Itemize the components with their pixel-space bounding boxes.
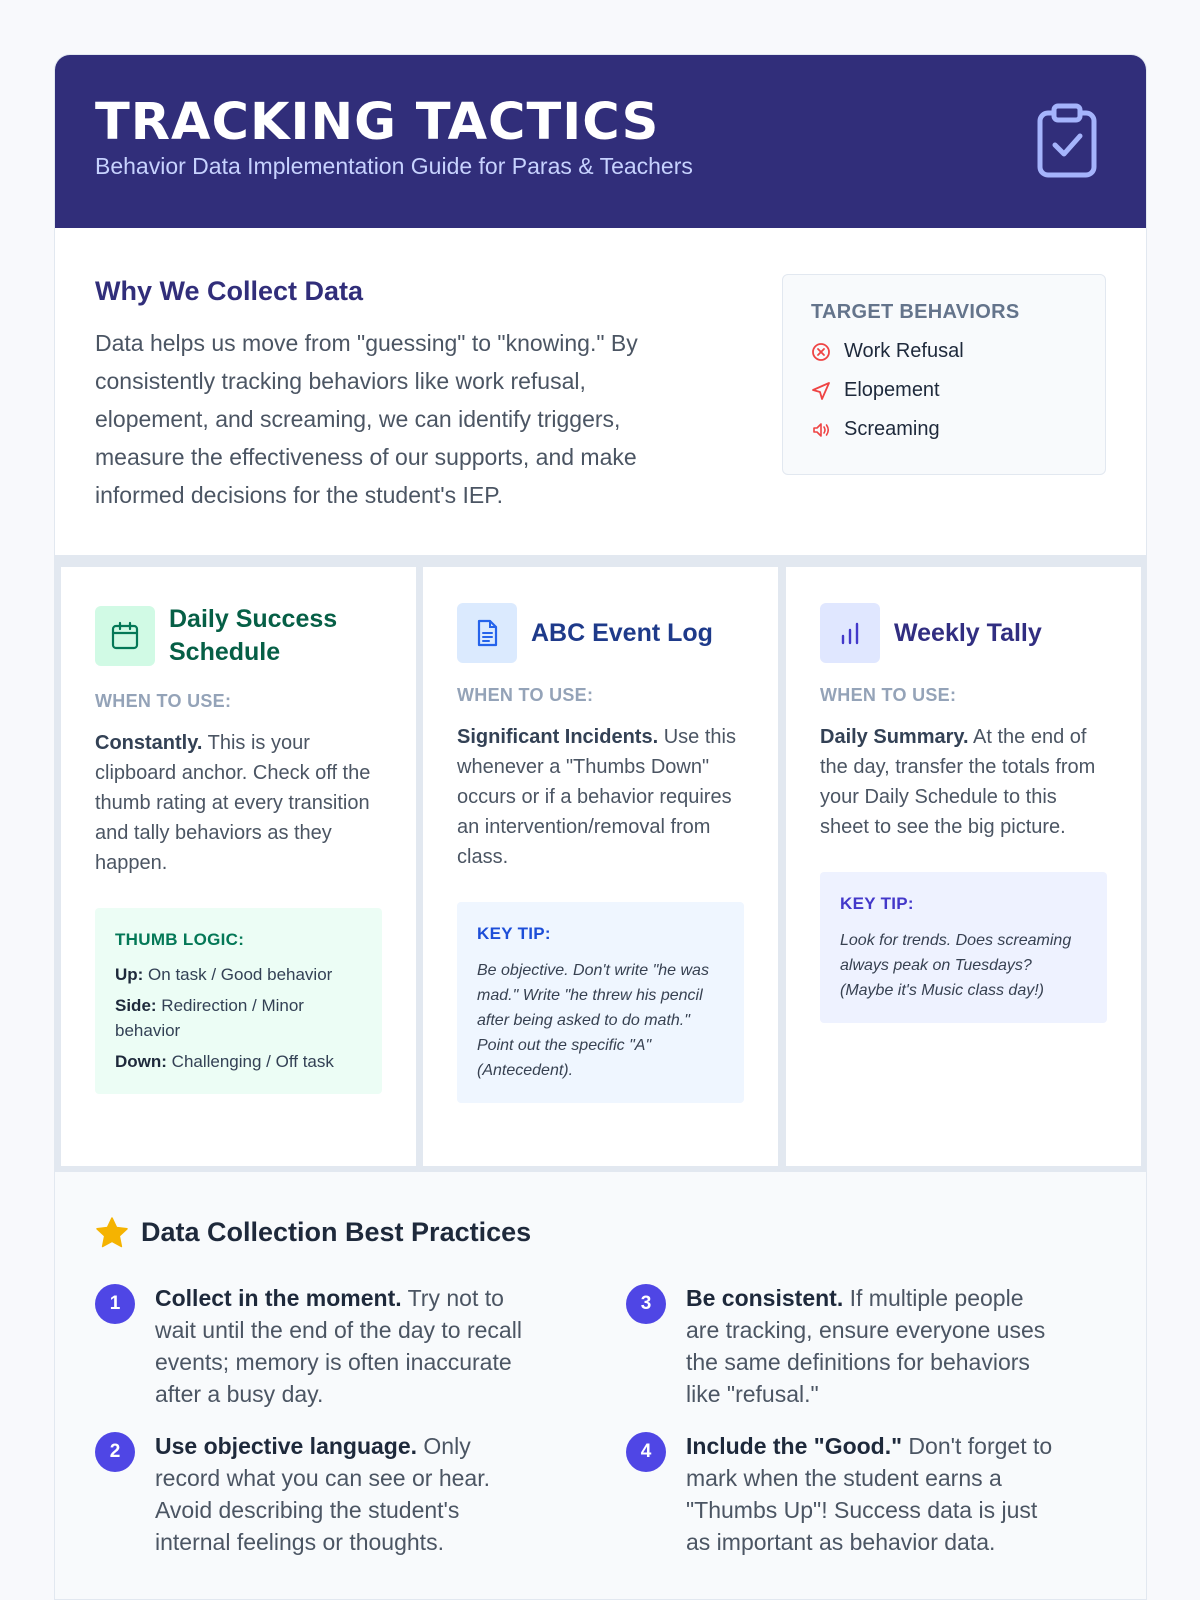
thumb-key: Down:: [115, 1052, 167, 1071]
send-arrow-icon: [811, 381, 831, 401]
clipboard-check-icon: [1036, 103, 1098, 179]
practice-lead: Include the "Good.": [686, 1433, 903, 1459]
thumb-key: Up:: [115, 965, 144, 984]
card-title: ABC Event Log: [531, 618, 713, 647]
practice-body: Try not to wait until the end of the day to recall events; memory is often inaccurate after a busy day.: [155, 1285, 522, 1407]
card-description: [820, 722, 1107, 842]
card-header: [820, 603, 1107, 663]
intro-section: [55, 228, 1146, 561]
practice-number: 3: [626, 1284, 666, 1324]
practice-number: 2: [95, 1432, 135, 1472]
target-behaviors-box: [782, 274, 1106, 475]
card-description: [95, 728, 382, 878]
thumb-logic-box: [95, 908, 382, 1094]
practice-lead: Use objective language.: [155, 1433, 418, 1459]
x-circle-icon: [811, 342, 831, 362]
practices-header: [95, 1216, 531, 1248]
thumb-text: Redirection / Minor behavior: [115, 996, 304, 1040]
calendar-icon: [95, 606, 155, 666]
practice-text: [686, 1430, 1056, 1558]
star-icon: [95, 1216, 129, 1248]
card-daily-success-schedule: [61, 567, 416, 1166]
target-item: [811, 418, 1077, 441]
tip-text: Be objective. Don't write "he was mad." Write "he threw his pencil after being asked to do math." Point out the specific "A" (Antecedent).: [477, 962, 709, 1079]
practice-number: 4: [626, 1432, 666, 1472]
thumb-text: On task / Good behavior: [143, 965, 333, 984]
thumb-row: [115, 1049, 362, 1074]
target-label: Screaming: [844, 418, 940, 440]
page-subtitle: Behavior Data Implementation Guide for Paras & Teachers: [95, 153, 693, 179]
practice-number: 1: [95, 1284, 135, 1324]
practice-body: If multiple people are tracking, ensure everyone uses the same definitions for behaviors like "refusal.": [686, 1285, 1046, 1407]
card-lead: Significant Incidents.: [457, 726, 659, 748]
practice-text: [155, 1430, 525, 1558]
tip-text: Look for trends. Does screaming always peak on Tuesdays? (Maybe it's Music class day!): [840, 932, 1072, 999]
card-lead: Constantly.: [95, 732, 203, 754]
card-desc-text: Use this whenever a "Thumbs Down" occurs or if a behavior requires an intervention/removal from class.: [457, 726, 736, 868]
practice-body: Only record what you can see or hear. Avoid describing the student's internal feelings or thoughts.: [155, 1433, 490, 1555]
intro-heading: Why We Collect Data: [95, 276, 364, 306]
tip-title: KEY TIP:: [477, 924, 551, 943]
key-tip-box: [820, 872, 1107, 1023]
key-tip-box: [457, 902, 744, 1103]
target-item: [811, 379, 1077, 402]
thumb-key: Side:: [115, 996, 157, 1015]
card-lead: Daily Summary.: [820, 726, 969, 748]
practice-lead: Be consistent.: [686, 1285, 844, 1311]
tool-cards: [55, 561, 1146, 1172]
target-label: Elopement: [844, 379, 940, 401]
tip-title: KEY TIP:: [840, 894, 914, 913]
tip-title: THUMB LOGIC:: [115, 930, 245, 949]
page-title: TRACKING TACTICS: [95, 93, 660, 152]
document-icon: [457, 603, 517, 663]
thumb-text: Challenging / Off task: [166, 1052, 334, 1071]
when-label: WHEN TO USE:: [95, 691, 232, 711]
practice-item: [626, 1430, 1056, 1558]
practice-text: [155, 1282, 525, 1410]
target-behaviors-title: TARGET BEHAVIORS: [811, 301, 1020, 323]
practice-body: Don't forget to mark when the student earns a "Thumbs Up"! Success data is just as important as behavior data.: [686, 1433, 1053, 1555]
thumb-row: [115, 962, 362, 987]
card-header: [457, 603, 744, 663]
card-header: [95, 603, 382, 669]
card-desc-text: At the end of the day, transfer the totals from your Daily Schedule to this sheet to see the big picture.: [820, 726, 1096, 838]
intro-body: Data helps us move from "guessing" to "knowing." By consistently tracking behaviors like work refusal, elopement, and screaming, we can identify triggers, measure the effectiveness of our supports, and make informed decisions for the student's IEP.: [95, 330, 638, 508]
bar-chart-icon: [820, 603, 880, 663]
card-title: Weekly Tally: [894, 618, 1042, 647]
practice-text: [686, 1282, 1056, 1410]
card-desc-text: This is your clipboard anchor. Check off the thumb rating at every transition and tally behaviors as they happen.: [95, 732, 371, 874]
when-label: WHEN TO USE:: [820, 685, 957, 705]
target-item: [811, 340, 1077, 363]
practice-lead: Collect in the moment.: [155, 1285, 402, 1311]
card-description: [457, 722, 744, 872]
card-title: Daily Success Schedule: [169, 605, 338, 666]
header-banner: [55, 55, 1146, 228]
practice-item: [95, 1282, 525, 1410]
practice-item: [95, 1430, 525, 1558]
speaker-icon: [811, 420, 831, 440]
card-abc-event-log: [423, 567, 778, 1166]
guide-page: [54, 54, 1147, 1600]
practice-item: [626, 1282, 1056, 1410]
best-practices-section: [55, 1172, 1146, 1600]
when-label: WHEN TO USE:: [457, 685, 594, 705]
thumb-row: [115, 993, 362, 1043]
practices-heading: Data Collection Best Practices: [141, 1216, 532, 1247]
card-weekly-tally: [786, 567, 1141, 1166]
target-label: Work Refusal: [844, 340, 964, 362]
